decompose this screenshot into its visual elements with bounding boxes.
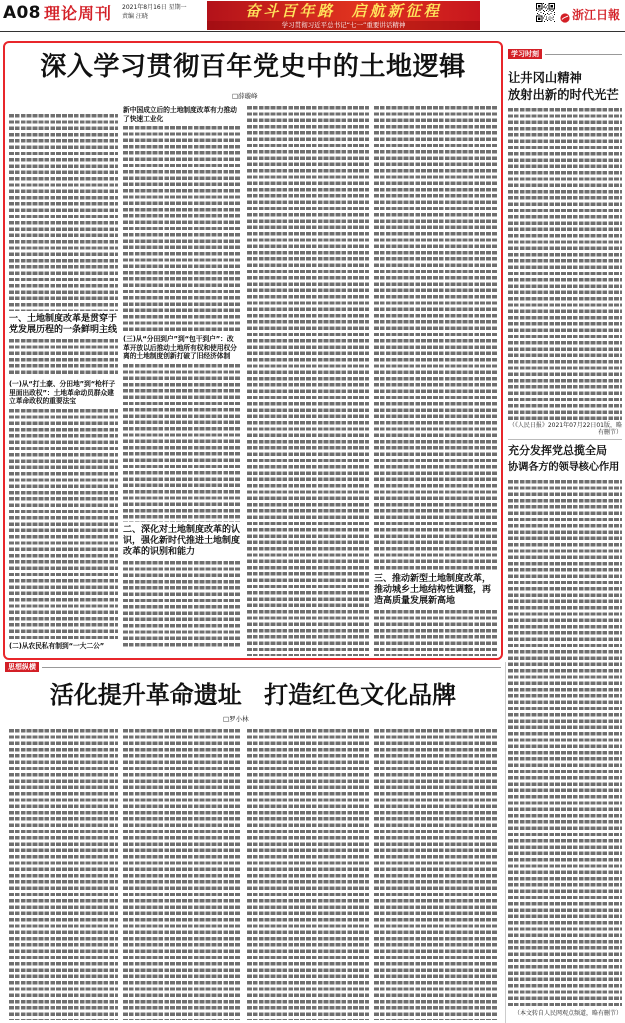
page-number: A08	[3, 3, 41, 23]
tag-rule	[42, 667, 501, 668]
qr-code-icon	[536, 3, 555, 22]
main-article-title: 深入学习贯彻百年党史中的土地逻辑	[40, 52, 466, 82]
article-body-text	[374, 106, 498, 571]
bottom-article-title: 活化提升革命遗址 打造红色文化品牌	[49, 681, 457, 709]
section-heading-3: 三、推动新型土地制度改革，推动城乡土地结构性调整，再造高质量发展新高地	[374, 574, 492, 606]
newspaper-logo-text: 浙江日報	[572, 8, 621, 22]
sidebar	[508, 49, 622, 1020]
article-body-text	[123, 561, 240, 648]
article-body-text	[123, 364, 240, 522]
sidebar-article-1-title-line-2: 放射出新的时代光芒	[508, 88, 619, 102]
sidebar-article-2-title-line-1: 充分发挥党总揽全局	[508, 444, 607, 457]
bottom-article-byline: □罗小林	[223, 715, 249, 723]
article-body-text	[9, 339, 118, 377]
main-article-column-1	[9, 114, 118, 656]
bottom-article-section-tag: 思想纵横	[5, 662, 39, 672]
theme-banner	[207, 1, 480, 30]
article-body-text	[508, 480, 622, 1006]
sidebar-article-2-source: （本文转自人民网观点频道，略有删节）	[513, 1010, 622, 1017]
article-body-text	[374, 610, 498, 656]
column-divider	[505, 662, 506, 1023]
bottom-article-tag-row	[5, 662, 501, 672]
subsection-heading-2-start: (二)从农民私有制到“一大二公”	[9, 641, 105, 650]
section-heading-2: 二、深化对土地制度改革的认识，强化新时代推进土地制度改革的识别和能力	[123, 524, 240, 557]
header-rule	[0, 31, 625, 32]
section-name: 理论周刊	[44, 4, 113, 23]
sidebar-tag-row	[508, 49, 622, 59]
article-body-text	[123, 126, 240, 332]
issue-date: 2021年8月16日 星期一	[122, 4, 187, 11]
bottom-article-column-3	[247, 729, 369, 1020]
sidebar-article-1-title-line-1: 让井冈山精神	[508, 71, 582, 85]
sidebar-article-1-source: （《人民日报》2021年07月22日01版，略有删节）	[508, 422, 622, 436]
main-article-column-4	[374, 106, 498, 656]
sidebar-section-tag: 学习时刻	[508, 49, 542, 59]
subsection-heading-1: (一)从“打土豪、分田地”到“枪杆子里面出政权”：土地革命动员群众建立革命政权的重要法宝	[9, 380, 116, 406]
subsection-heading-3: (三)从“分田到户”到“包干到户”：改革开放以后推动土地所有权和使用权分离的土地制度创新打破了旧经济体制	[123, 335, 237, 361]
tag-rule	[545, 54, 622, 55]
banner-title: 奋斗百年路 启航新征程	[245, 2, 442, 20]
article-body-text	[9, 729, 118, 1020]
article-body-text	[508, 108, 622, 420]
newspaper-logo	[560, 5, 623, 25]
article-body-text	[247, 106, 369, 656]
sidebar-article-1-title	[508, 70, 622, 104]
sidebar-article-2-title-line-2: 协调各方的领导核心作用	[508, 461, 620, 473]
article-body-text	[9, 114, 118, 311]
main-article-column-2	[123, 106, 240, 656]
banner-subtitle: 学习贯彻习近平总书记“七一”重要讲话精神	[207, 21, 480, 30]
article-body-text	[247, 729, 369, 1020]
section-heading-1: 一、土地制度改革是贯穿于党发展历程的一条鲜明主线	[9, 314, 118, 335]
editor-credit: 责编 汪晓	[122, 13, 148, 20]
main-article-byline: □薛璇峰	[232, 92, 258, 100]
sidebar-article-2-title	[508, 442, 622, 476]
article-body-text	[374, 729, 498, 1020]
article-body-text	[123, 729, 240, 1020]
sidebar-divider	[508, 439, 622, 440]
main-article-column-3	[247, 106, 369, 656]
article-body-text	[9, 409, 118, 639]
bottom-article-column-2	[123, 729, 240, 1020]
bottom-article-column-4	[374, 729, 498, 1020]
subsection-heading-2-end: 新中国成立后的土地制度改革有力推动了快速工业化	[123, 106, 237, 123]
bottom-article-column-1	[9, 729, 118, 1020]
newspaper-emblem-icon	[560, 9, 570, 21]
